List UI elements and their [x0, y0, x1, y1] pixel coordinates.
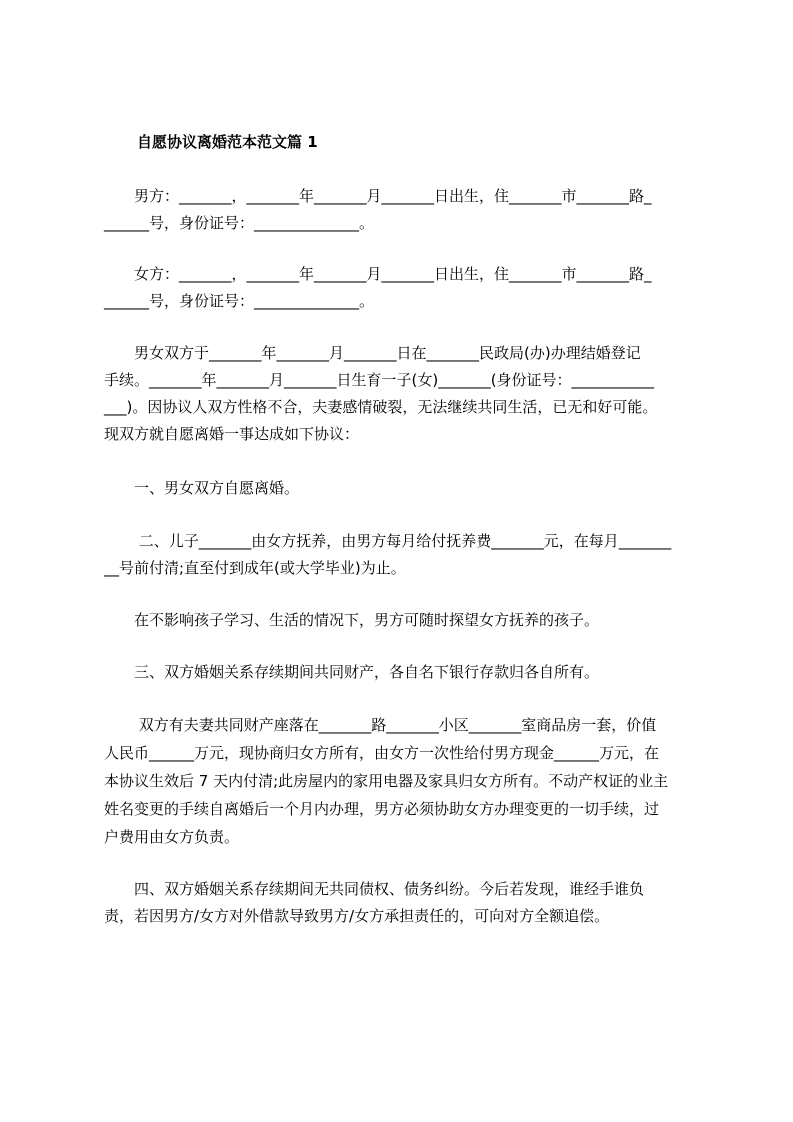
text-line: 手续。_______年_______月_______日生育一子(女)_______(身份证号：___________: [104, 371, 655, 389]
text-line: __号前付清;直至付到成年(或大学毕业)为止。: [104, 559, 406, 577]
text-line: ______号，身份证号：______________。: [104, 214, 375, 232]
text-line: 本协议生效后 7 天内付清;此房屋内的家用电器及家具归女方所有。不动产权证的业主: [104, 772, 669, 790]
text-line: 女方：_______，_______年_______月_______日出生，住_______市_______路_: [104, 265, 652, 283]
text-line: 姓名变更的手续自离婚后一个月内办理，男方必须协助女方办理变更的一切手续，过: [104, 800, 660, 818]
text-line: 在不影响孩子学习、生活的情况下，男方可随时探望女方抚养的孩子。: [104, 611, 600, 629]
text-line: 一、男女双方自愿离婚。: [104, 479, 300, 497]
text-line: ___)。因协议人双方性格不合，夫妻感情破裂，无法继续共同生活，已无和好可能。: [104, 398, 658, 416]
text-line: 三、双方婚姻关系存续期间共同财产，各自名下银行存款归各自所有。: [104, 663, 600, 681]
text-line: 人民币______万元，现协商归女方所有，由女方一次性给付男方现金______万元，在: [104, 744, 660, 762]
text-line: 户费用由女方负责。: [104, 828, 240, 846]
text-line: ______号，身份证号：______________。: [104, 292, 375, 310]
text-line: 责，若因男方/女方对外借款导致男方/女方承担责任的，可向对方全额追偿。: [104, 907, 610, 925]
text-line: 二、儿子_______由女方抚养，由男方每月给付抚养费_______元，在每月_______: [104, 532, 672, 550]
text-line: 四、双方婚姻关系存续期间无共同债权、债务纠纷。今后若发现，谁经手谁负: [104, 880, 645, 898]
text-line: 现双方就自愿离婚一事达成如下协议：: [104, 425, 360, 443]
text-line: 男方：_______，_______年_______月_______日出生，住_______市_______路_: [104, 187, 652, 205]
text-line: 男女双方于_______年_______月_______日在_______民政局(办)办理结婚登记: [104, 344, 641, 362]
text-line: 双方有夫妻共同财产座落在_______路_______小区_______室商品房一套，价值: [104, 716, 657, 734]
document-title: 自愿协议离婚范本范文篇 1: [137, 133, 318, 151]
